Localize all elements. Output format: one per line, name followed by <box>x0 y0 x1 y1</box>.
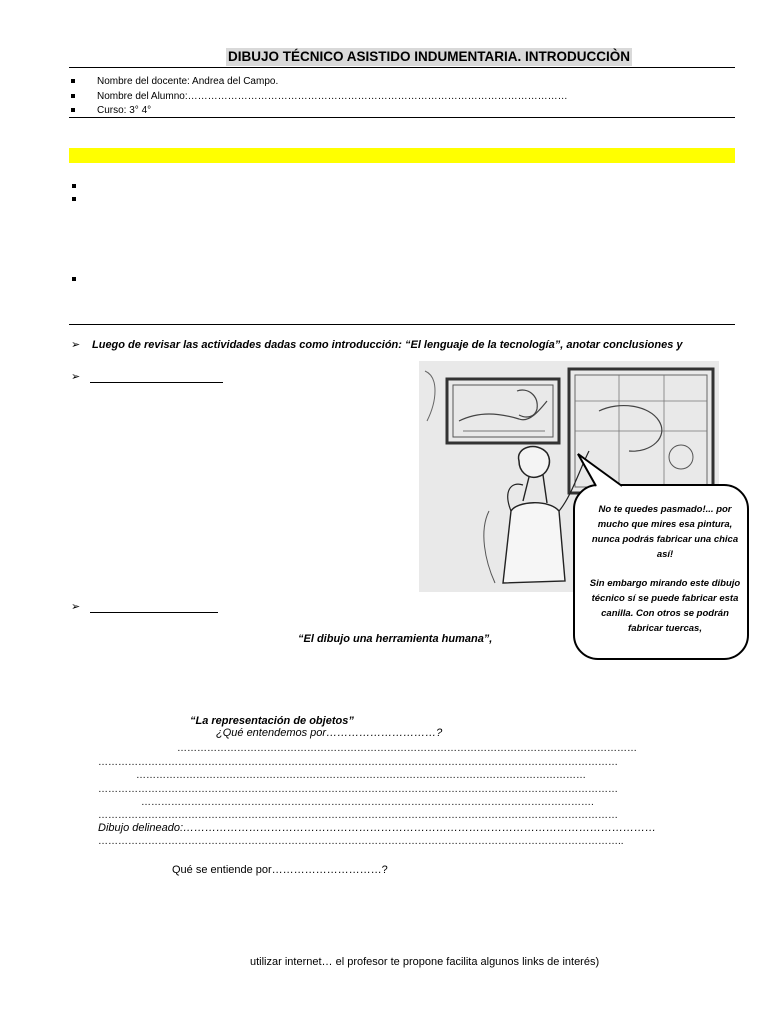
arrow-bullet-icon: ➢ <box>71 601 81 613</box>
question-2: Qué se entiende por…………………………? <box>172 864 388 876</box>
dibujo-delineado: Dibujo delineado:………………………………………………………………………………………………………………… <box>98 822 657 834</box>
answer-line: ………………………………………………………………………………………………………………………………………….. <box>98 836 624 847</box>
answer-line: ………………………………………………………………………………………………………………………………………… <box>98 757 618 768</box>
arrow-bullet-icon: ➢ <box>71 371 81 383</box>
answer-line: ……………………………………………………………………………………………………………………… <box>136 770 586 781</box>
highlight-bar <box>69 148 735 163</box>
speech-bubble <box>584 502 746 636</box>
answer-line: ………………………………………………………………………………………………………………………………………… <box>98 810 618 821</box>
header-rule <box>69 67 735 68</box>
answer-line: ………………………………………………………………………………………………………………………. <box>141 797 594 808</box>
bullet <box>71 79 75 83</box>
student-name: Nombre del Alumno:…………………………………………………………………………………………………… <box>97 91 568 102</box>
question-1: ¿Qué entendemos por…………………………? <box>216 727 443 739</box>
arrow-bullet-icon: ➢ <box>71 339 81 351</box>
bubble-text-1: No te quedes pasmado!... por mucho que mires esa pintura, nunca podrás fabricar una chica así! <box>591 504 739 560</box>
footer-note: utilizar internet… el profesor te propone facilita algunos links de interés) <box>250 956 600 968</box>
document-title: DIBUJO TÉCNICO ASISTIDO INDUMENTARIA. INTRODUCCIÒN <box>228 49 631 64</box>
course: Curso: 3° 4° <box>97 105 152 116</box>
bullet <box>71 108 75 112</box>
section-heading: “La representación de objetos” <box>190 715 354 727</box>
teacher-name: Nombre del docente: Andrea del Campo. <box>97 76 279 87</box>
quote-heading: “El dibujo una herramienta humana”, <box>298 633 493 645</box>
bullet <box>71 94 75 98</box>
bubble-text-2: Sin embargo mirando este dibujo técnico sí se puede fabricar esta canilla. Con otros se podrán fabricar tuercas, <box>589 578 741 634</box>
bullet <box>72 197 76 201</box>
blank-line <box>90 382 223 383</box>
bullet <box>72 184 76 188</box>
answer-line: ………………………………………………………………………………………………………………………… <box>177 743 637 754</box>
answer-line: ………………………………………………………………………………………………………………………………………… <box>98 784 618 795</box>
activity-intro: Luego de revisar las actividades dadas como introducción: “El lenguaje de la tecnología”, anotar conclusiones y <box>92 339 683 351</box>
info-rule <box>69 117 735 118</box>
blank-line <box>90 612 218 613</box>
bullet <box>72 277 76 281</box>
section-rule <box>69 324 735 325</box>
